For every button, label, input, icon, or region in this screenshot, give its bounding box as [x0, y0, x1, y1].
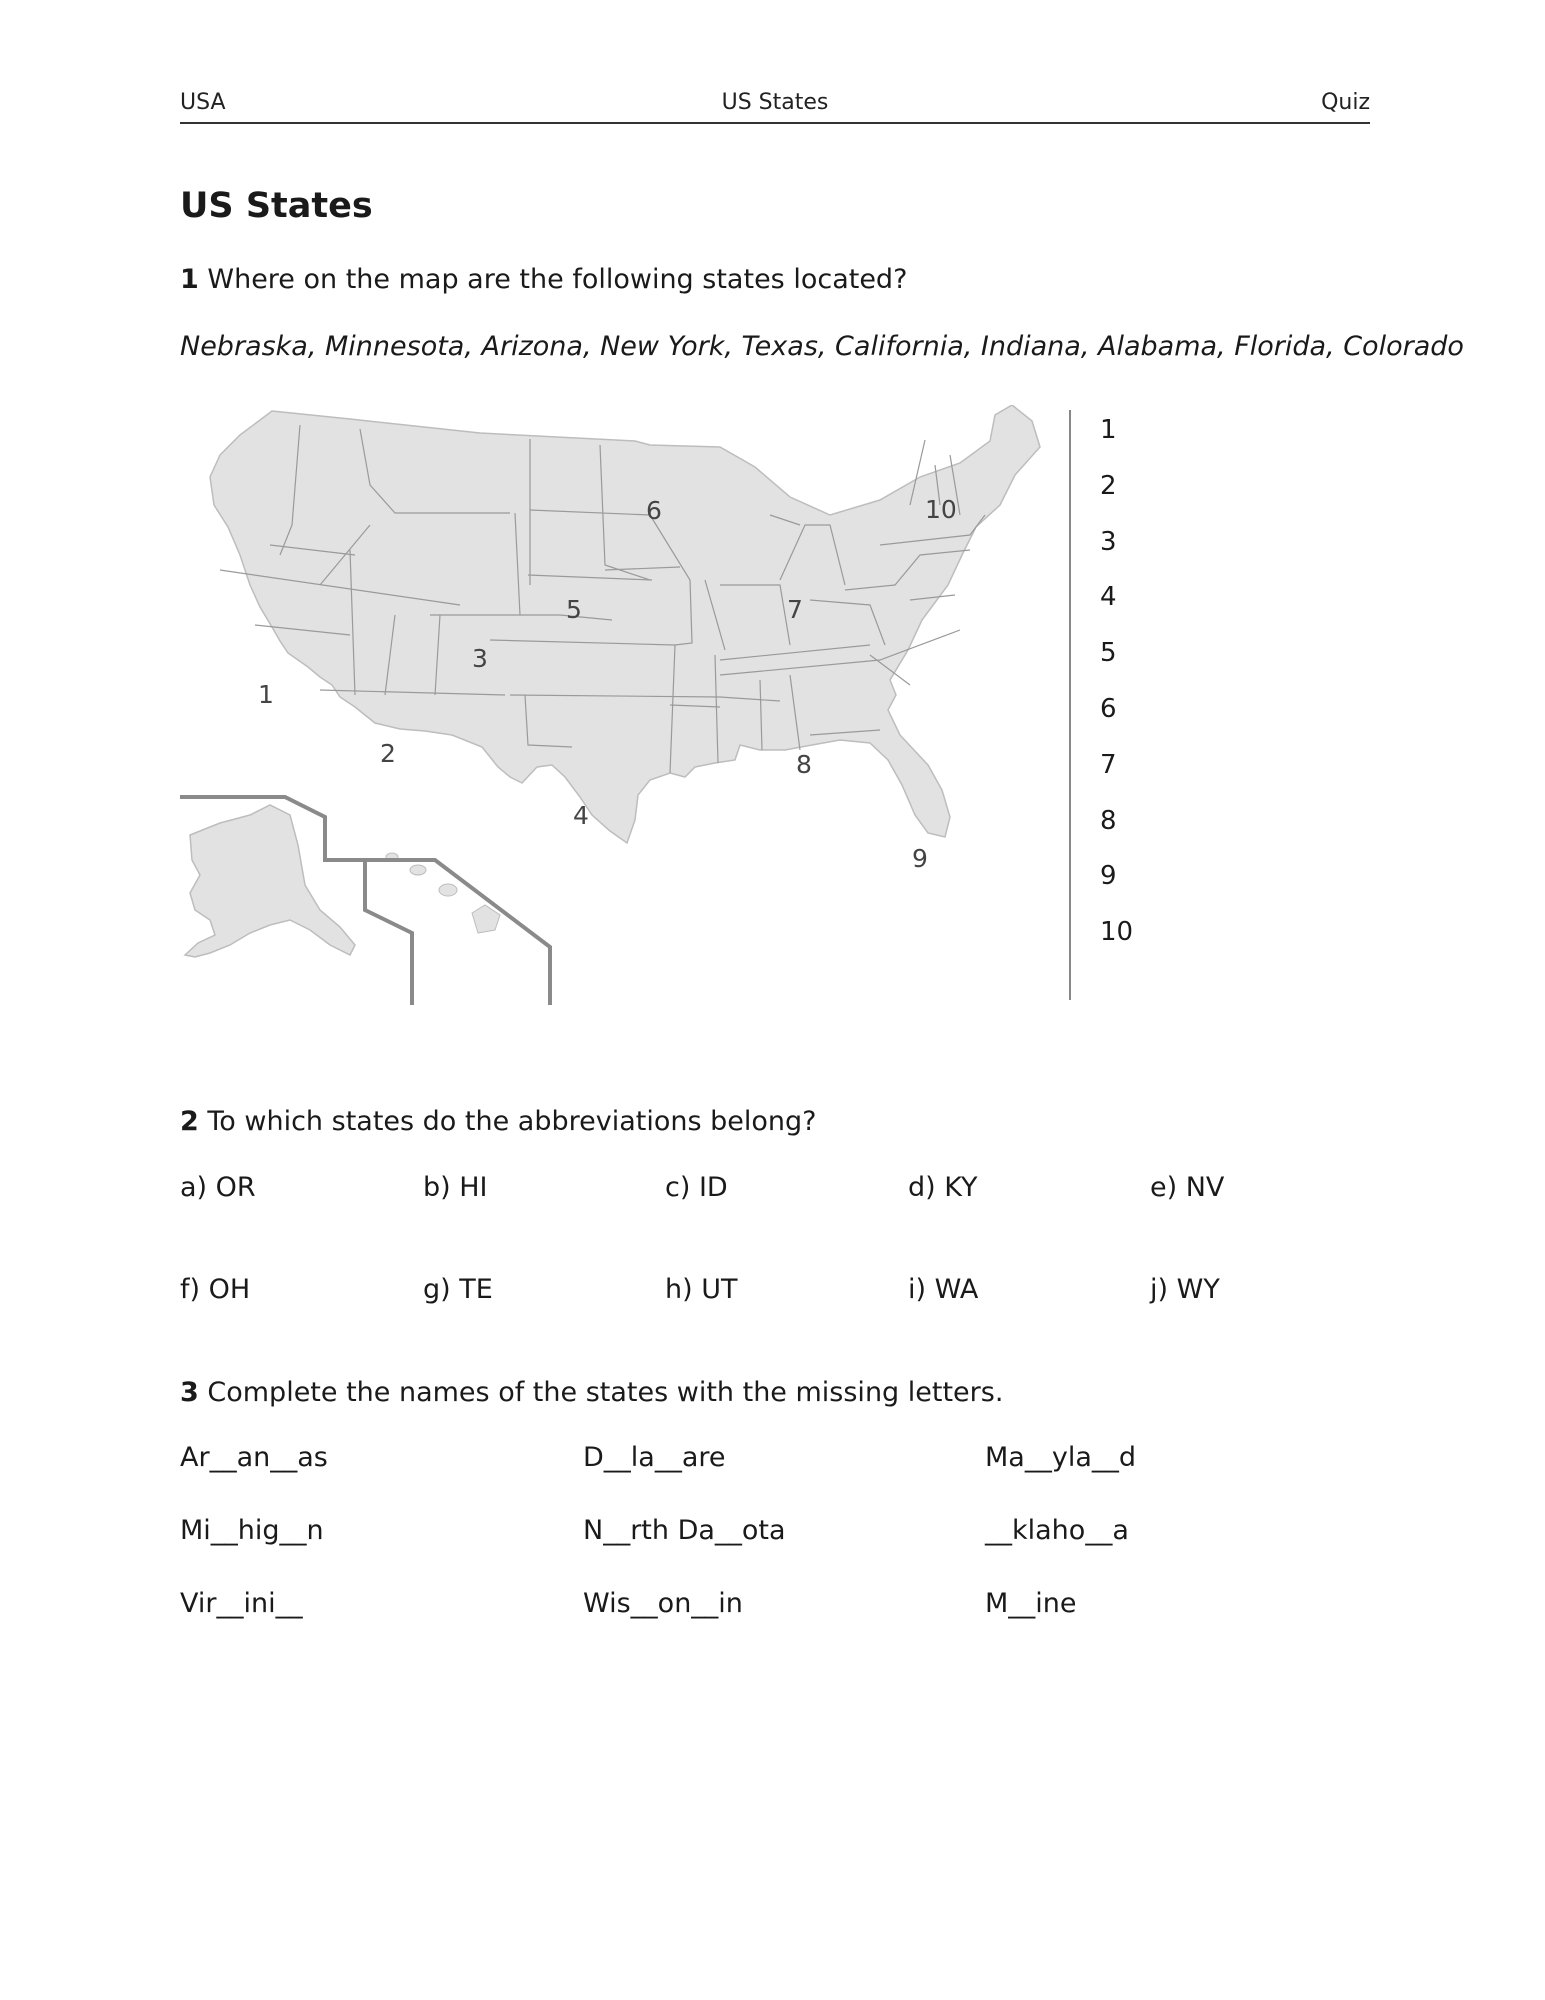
answer-number: 10 — [1100, 917, 1134, 948]
hawaii-big-island — [472, 905, 500, 933]
missing-letters-item: D__la__are — [583, 1442, 726, 1473]
question-1-text: Where on the map are the following states located? — [198, 264, 908, 295]
missing-letters-item: Mi__hig__n — [180, 1515, 324, 1546]
missing-letters-item: Wis__on__in — [583, 1588, 743, 1619]
hawaii-island-3 — [439, 884, 457, 896]
missing-letters-item: M__ine — [985, 1588, 1077, 1619]
answer-number: 2 — [1100, 470, 1117, 501]
answer-divider — [1069, 410, 1071, 1000]
alaska-shape — [185, 805, 355, 957]
question-1-number: 1 — [180, 264, 199, 295]
answer-number: 1 — [1100, 415, 1117, 445]
map-label-1: 1 — [258, 680, 274, 709]
map-label-9: 9 — [912, 844, 928, 873]
answer-number: 5 — [1100, 638, 1117, 669]
abbreviation-item: e) NV — [1150, 1172, 1225, 1203]
page-header — [180, 90, 1370, 124]
missing-letters-item: N__rth Da__ota — [583, 1515, 786, 1546]
question-1 — [180, 264, 907, 295]
map-label-5: 5 — [566, 595, 582, 624]
missing-letters-item: __klaho__a — [985, 1515, 1129, 1546]
abbreviation-item: d) KY — [908, 1172, 978, 1203]
header-left: USA — [180, 90, 226, 115]
answer-number: 4 — [1100, 582, 1117, 613]
question-2-number: 2 — [180, 1106, 199, 1137]
answer-number: 8 — [1100, 805, 1117, 836]
us-map-svg — [180, 405, 1080, 1005]
question-2-text: To which states do the abbreviations belong? — [198, 1106, 817, 1137]
answer-number: 9 — [1100, 861, 1117, 892]
missing-letters-item: Vir__ini__ — [180, 1588, 303, 1619]
map-label-7: 7 — [787, 595, 803, 624]
contiguous-us-shape — [210, 405, 1040, 843]
states-list: Nebraska, Minnesota, Arizona, New York, Texas, California, Indiana, Alabama, Florida, Colorado — [180, 331, 1464, 362]
question-2 — [180, 1106, 817, 1137]
abbreviation-item: g) TE — [423, 1274, 493, 1305]
answer-number: 6 — [1100, 693, 1117, 724]
map-label-3: 3 — [472, 644, 488, 673]
answer-number: 7 — [1100, 749, 1117, 780]
missing-letters-item: Ma__yla__d — [985, 1442, 1137, 1473]
answer-number: 3 — [1100, 526, 1117, 557]
abbreviation-item: a) OR — [180, 1172, 256, 1203]
abbreviation-item: b) HI — [423, 1172, 488, 1203]
missing-letters-item: Ar__an__as — [180, 1442, 328, 1473]
map-label-4: 4 — [573, 801, 589, 830]
question-3-text: Complete the names of the states with the missing letters. — [198, 1377, 1004, 1408]
abbreviation-item: h) UT — [665, 1274, 738, 1305]
abbreviation-item: f) OH — [180, 1274, 251, 1305]
map-label-6: 6 — [646, 496, 662, 525]
us-map — [180, 405, 1080, 1005]
hawaii-island-2 — [410, 865, 426, 875]
map-label-2: 2 — [380, 739, 396, 768]
header-center: US States — [721, 90, 829, 115]
question-3 — [180, 1377, 1003, 1408]
map-label-8: 8 — [796, 750, 812, 779]
page-title: US States — [180, 186, 373, 226]
answer-number-list — [1100, 412, 1133, 970]
question-3-number: 3 — [180, 1377, 199, 1408]
abbreviation-item: i) WA — [908, 1274, 979, 1305]
abbreviation-item: c) ID — [665, 1172, 728, 1203]
header-right: Quiz — [1321, 90, 1370, 115]
map-label-10: 10 — [925, 495, 957, 524]
abbreviation-item: j) WY — [1150, 1274, 1220, 1305]
